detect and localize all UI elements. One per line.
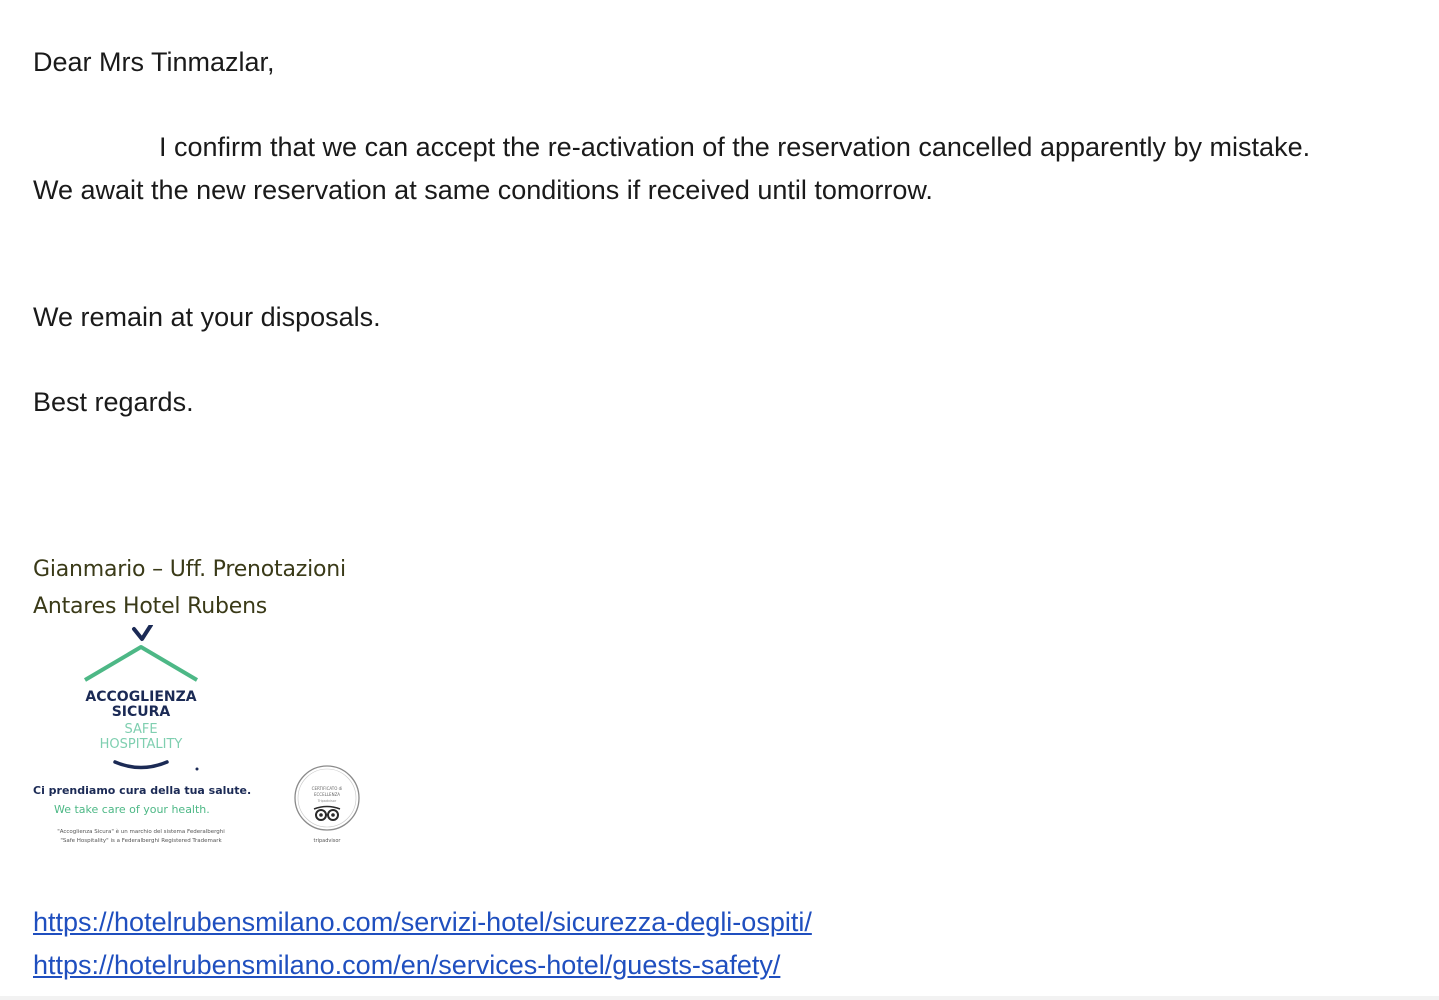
logo-fine-print-1: "Accoglienza Sicura" è un marchio del sistema Federalberghi bbox=[57, 829, 225, 835]
badge-line-2: ECCELLENZA bbox=[313, 792, 341, 797]
signature-hotel-name: Antares Hotel Rubens bbox=[33, 594, 268, 619]
tripadvisor-certificate-badge bbox=[292, 762, 364, 848]
signature-name: Gianmario – Uff. Prenotazioni bbox=[33, 557, 346, 582]
checkmark-icon bbox=[134, 625, 151, 639]
safety-link-italian[interactable]: https://hotelrubensmilano.com/servizi-hotel/sicurezza-degli-ospiti/ bbox=[33, 907, 812, 937]
paragraph-line-2: We await the new reservation at same conditions if received until tomorrow. bbox=[33, 175, 933, 205]
bottom-edge bbox=[0, 996, 1439, 1000]
safety-link-english[interactable]: https://hotelrubensmilano.com/en/services-hotel/guests-safety/ bbox=[33, 950, 781, 980]
paragraph-line-1: I confirm that we can accept the re-activation of the reservation cancelled apparently by mistake. bbox=[159, 132, 1311, 162]
logo-fine-print-2: "Safe Hospitality" is a Federalberghi Registered Trademark bbox=[60, 838, 222, 844]
logo-title-line-2: SICURA bbox=[111, 704, 171, 720]
logo-tagline-en: We take care of your health. bbox=[54, 803, 210, 816]
logo-tagline-it: Ci prendiamo cura della tua salute. bbox=[33, 784, 252, 797]
disposal-line: We remain at your disposals. bbox=[33, 302, 381, 332]
logo-subtitle-line-1: SAFE bbox=[124, 722, 158, 737]
badge-brand: tripadvisor bbox=[313, 838, 341, 844]
accoglienza-sicura-logo bbox=[30, 625, 260, 850]
badge-line-3: Tripadvisor bbox=[317, 799, 337, 803]
badge-line-1: CERTIFICATO di bbox=[311, 786, 343, 791]
logo-title-line-1: ACCOGLIENZA bbox=[85, 689, 197, 705]
logo-dot bbox=[196, 768, 199, 771]
smile-icon bbox=[115, 762, 167, 768]
greeting: Dear Mrs Tinmazlar, bbox=[33, 47, 275, 77]
roof-icon bbox=[85, 647, 197, 680]
logo-subtitle-line-2: HOSPITALITY bbox=[99, 737, 183, 752]
closing-line: Best regards. bbox=[33, 387, 194, 417]
